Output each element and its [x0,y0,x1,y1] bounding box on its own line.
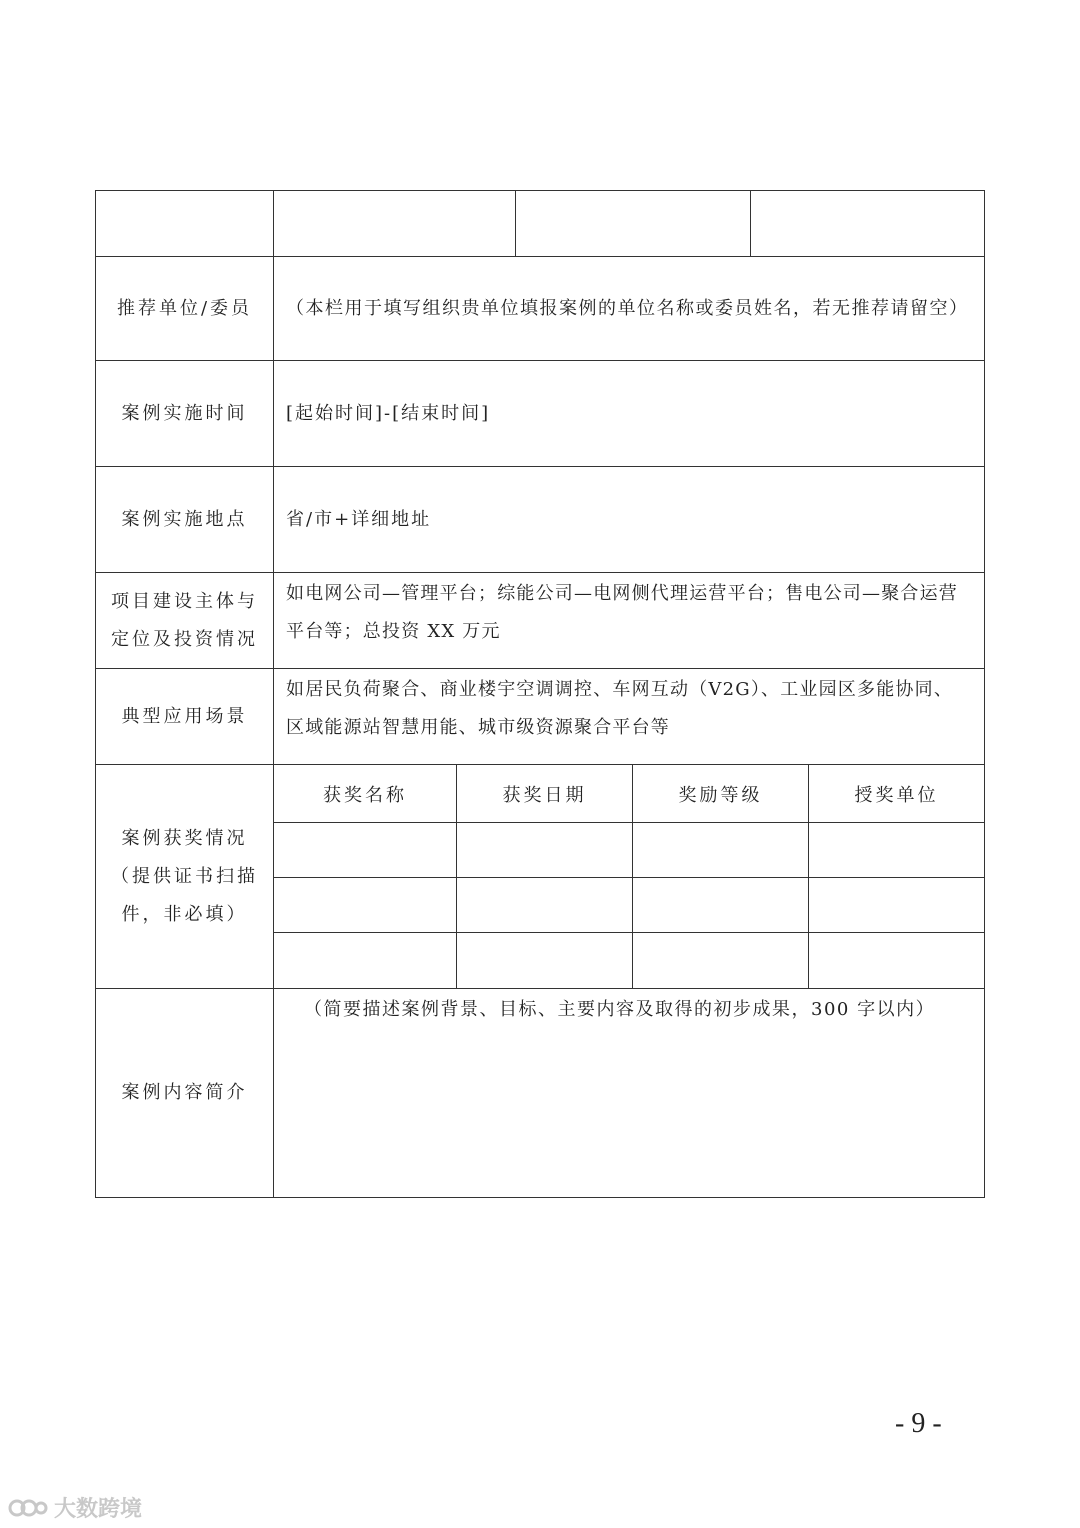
award-level-cell[interactable] [633,933,809,988]
header-blank-row [96,191,984,257]
summary-label: 案例内容简介 [96,989,274,1197]
page-number: - 9 - [895,1408,942,1439]
recommender-row [96,257,984,361]
award-date-cell[interactable] [457,933,633,988]
award-name-header: 获奖名称 [274,765,457,822]
recommender-label: 推荐单位/委员 [96,257,274,360]
typical-scenarios-label: 典型应用场景 [96,669,274,764]
implementation-location-field[interactable]: 省/市+详细地址 [286,508,432,530]
awards-entry-row [274,878,984,933]
award-issuer-header: 授奖单位 [854,784,939,806]
award-name-cell[interactable] [274,933,457,988]
typical-scenarios-value-line1: 如居民负荷聚合、商业楼宇空调调控、车网互动（V2G）、工业园区多能协同、 [286,679,954,700]
summary-row [96,989,984,1197]
awards-label-line3: 件，非必填） [121,903,248,925]
awards-label [96,765,274,988]
award-date-cell[interactable] [457,878,633,932]
construction-entity-label [96,573,274,668]
award-issuer-cell[interactable] [809,823,984,877]
recommender-field[interactable]: （本栏用于填写组织贵单位填报案例的单位名称或委员姓名，若无推荐请留空） [286,297,969,319]
award-level-cell[interactable] [633,878,809,932]
implementation-time-label: 案例实施时间 [96,361,274,466]
blank-cell [516,191,751,256]
typical-scenarios-value-line2: 区域能源站智慧用能、城市级资源聚合平台等 [286,717,670,738]
award-name-cell[interactable] [274,823,457,877]
awards-table [274,765,984,988]
watermark-text: 大数跨境 [54,1497,143,1522]
implementation-time-field[interactable]: [起始时间]-[结束时间] [286,402,491,424]
awards-label-line1: 案例获奖情况 [121,827,248,849]
awards-row [96,765,984,989]
watermark [8,1492,142,1523]
award-level-header: 奖励等级 [633,765,809,822]
construction-entity-row [96,573,984,669]
award-date-header: 获奖日期 [457,765,633,822]
blank-cell [96,191,274,256]
typical-scenarios-row [96,669,984,765]
award-name-cell[interactable] [274,878,457,932]
construction-entity-label-line1: 项目建设主体与 [111,590,258,612]
blank-cell [274,191,516,256]
summary-field[interactable]: （简要描述案例背景、目标、主要内容及取得的初步成果，300 字以内） [304,999,936,1020]
construction-entity-field[interactable] [274,573,984,668]
implementation-location-label: 案例实施地点 [96,467,274,572]
construction-entity-value-line2: 平台等；总投资 XX 万元 [286,621,501,642]
watermark-logo-icon [8,1495,48,1521]
awards-label-line2: （提供证书扫描 [111,865,258,887]
awards-header-row [274,765,984,823]
award-date-cell[interactable] [457,823,633,877]
awards-entry-row [274,823,984,878]
case-form-table [95,190,985,1198]
award-level-cell[interactable] [633,823,809,877]
construction-entity-value-line1: 如电网公司—管理平台；综能公司—电网侧代理运营平台；售电公司—聚合运营 [286,583,958,604]
implementation-location-row [96,467,984,573]
typical-scenarios-field[interactable] [274,669,984,764]
award-issuer-cell[interactable] [809,878,984,932]
award-issuer-cell[interactable] [809,933,984,988]
implementation-time-row [96,361,984,467]
construction-entity-label-line2: 定位及投资情况 [111,628,258,650]
awards-entry-row [274,933,984,988]
